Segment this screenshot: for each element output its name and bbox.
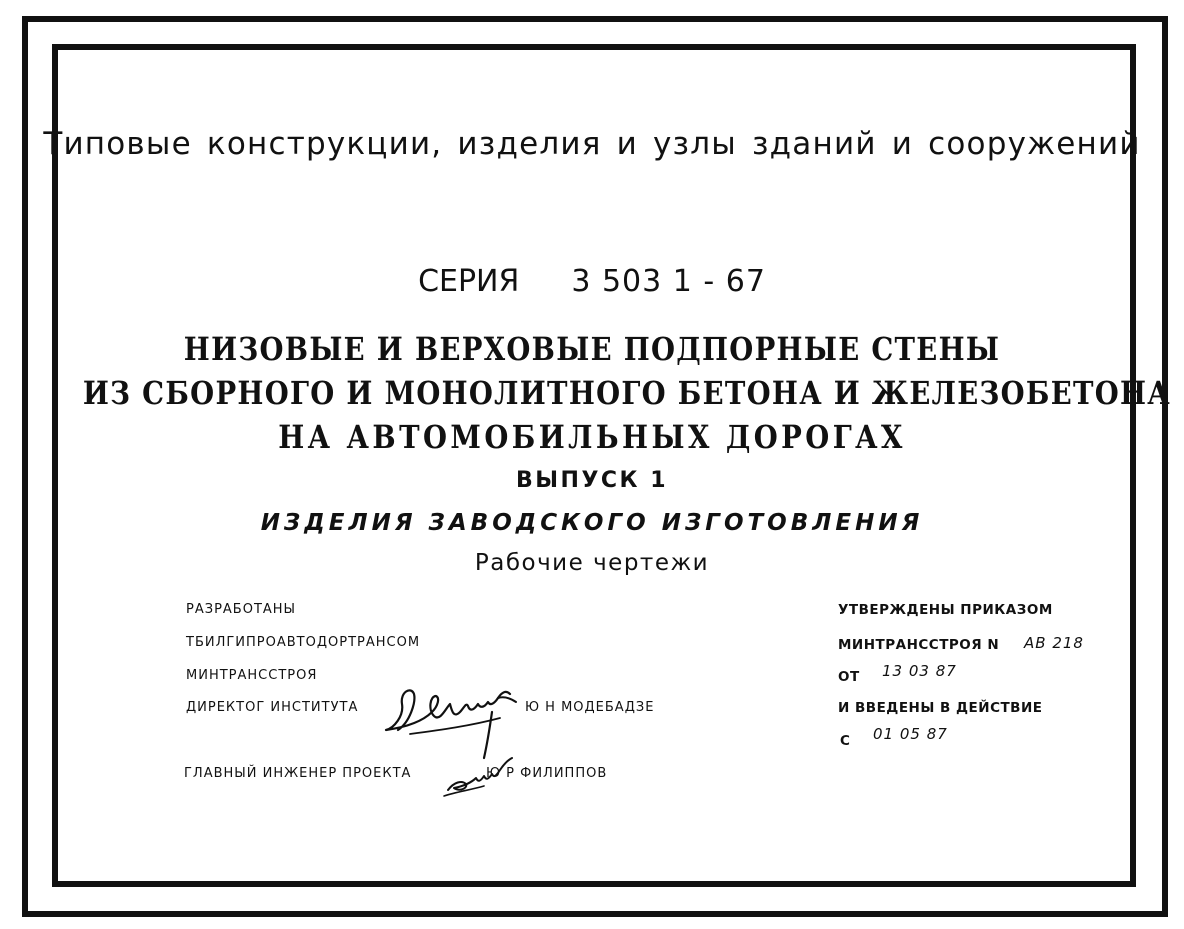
- order-number: АВ 218: [1024, 634, 1084, 652]
- title-line-2: ИЗ СБОРНОГО И МОНОЛИТНОГО БЕТОНА И ЖЕЛЕЗОБЕТОНА: [82, 374, 1171, 412]
- drawings-label: Рабочие чертежи: [474, 550, 710, 576]
- inner-frame: [52, 44, 1171, 887]
- approval-line-1: УТВЕРЖДЕНЫ ПРИКАЗОМ: [838, 602, 1053, 618]
- series-line: [0, 264, 1184, 299]
- director-signature: [380, 672, 530, 762]
- title-line-3: НА АВТОМОБИЛЬНЫХ ДОРОГАХ: [278, 418, 906, 456]
- chief-engineer-label: ГЛАВНЫЙ ИНЖЕНЕР ПРОЕКТА: [184, 766, 412, 781]
- developer-line-3: МИНТРАНССТРОЯ: [186, 668, 318, 683]
- approval-line-5: С: [840, 733, 851, 749]
- subtitle: ИЗДЕЛИЯ ЗАВОДСКОГО ИЗГОТОВЛЕНИЯ: [260, 510, 924, 536]
- series-number: 3 503 1 - 67: [571, 264, 766, 299]
- developer-line-2: ТБИЛГИПРОАВТОДОРТРАНСОМ: [186, 635, 421, 650]
- title-line-1: НИЗОВЫЕ И ВЕРХОВЫЕ ПОДПОРНЫЕ СТЕНЫ: [183, 330, 1001, 368]
- approval-line-2: МИНТРАНССТРОЯ N: [838, 637, 1000, 653]
- chief-engineer-signature: [440, 752, 520, 802]
- order-date: 13 03 87: [882, 662, 957, 680]
- effective-date: 01 05 87: [873, 725, 948, 743]
- developer-line-1: РАЗРАБОТАНЫ: [186, 602, 297, 617]
- issue-label: ВЫПУСК 1: [515, 468, 669, 493]
- chief-engineer-name: Ю Р ФИЛИППОВ: [486, 766, 608, 781]
- director-label: ДИРЕКТОГ ИНСТИТУТА: [186, 700, 359, 715]
- approval-line-3: ОТ: [838, 669, 860, 685]
- series-label: СЕРИЯ: [418, 264, 520, 299]
- director-name: Ю Н МОДЕБАДЗЕ: [525, 700, 655, 715]
- approval-line-4: И ВВЕДЕНЫ В ДЕЙСТВИЕ: [838, 700, 1043, 716]
- document-header: Типовые конструкции, изделия и узлы зданий и сооружений: [43, 126, 1141, 162]
